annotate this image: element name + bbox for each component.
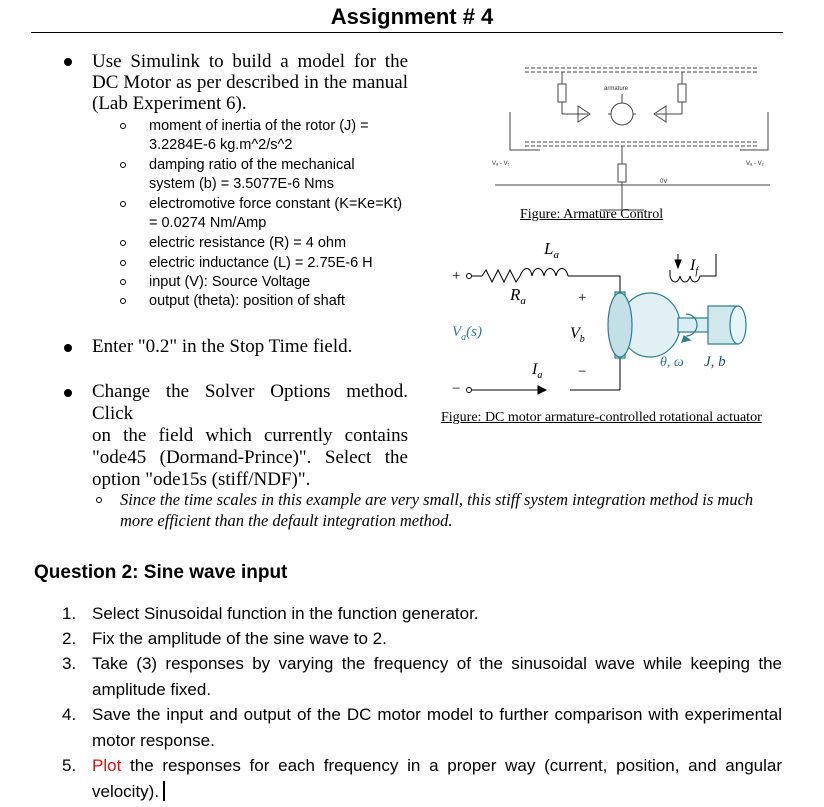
param-damping-label: damping ratio of the mechanical (149, 157, 355, 173)
solver-line-3: "ode45 (Dormand-Prince)". Select the (92, 447, 408, 468)
list-text: Select Sinusoidal function in the function generator. (92, 604, 479, 623)
If-label (689, 257, 699, 277)
note-line-1: Since the time scales in this example are very small, this stiff system integration method is much (120, 490, 754, 509)
Vb-subscript: b (579, 334, 585, 345)
list-number: 3. (62, 654, 77, 673)
list-number: 5. (62, 756, 77, 775)
Ia-subscript: a (537, 370, 543, 381)
La-symbol: L (544, 240, 554, 258)
plot-keyword: Plot (92, 756, 122, 775)
list-text: Fix the amplitude of the sine wave to 2. (92, 629, 387, 648)
list-text: Save the input and output of the DC motor model to further comparison with experimental motor response. (92, 705, 782, 750)
list-text-rest: the responses for each frequency in a proper way (current, position, and angular velocity). (92, 756, 782, 801)
bullet-solver-options (92, 381, 408, 491)
bullet-simulink-model: Use Simulink to build a model for the DC Motor as per described in the manual (Lab Experiment 6). (92, 51, 408, 114)
param-emf-value: = 0.0274 Nm/Amp (149, 215, 267, 231)
integration-note (120, 489, 753, 531)
bullet-stop-time: Enter "0.2" in the Stop Time field. (92, 336, 353, 357)
list-item (62, 651, 782, 703)
param-inertia-value: 3.2284E-6 kg.m^2/s^2 (149, 137, 293, 153)
dc-motor-actuator-figure (440, 240, 785, 400)
Vb-label (570, 325, 585, 345)
note-line-2: more efficient than the default integration method. (120, 511, 453, 530)
Ra-subscript: a (520, 295, 526, 307)
page-title: Assignment # 4 (330, 4, 494, 29)
param-output: output (theta): position of shaft (149, 293, 345, 309)
Ia-symbol: I (532, 361, 538, 378)
right-voltage-label: Vₐ - V₂ (746, 161, 764, 167)
list-number: 4. (62, 705, 77, 724)
plus-terminal-top: + (452, 268, 461, 284)
param-resistance: electric resistance (R) = 4 ohm (149, 235, 347, 251)
bullet-dot (64, 344, 72, 352)
plus-vb: + (578, 290, 587, 306)
theta-omega-label: θ, ω (660, 355, 684, 370)
list-item (62, 702, 782, 754)
param-damping-value: system (b) = 3.5077E-6 Nms (149, 176, 334, 192)
sub-bullet-circle (96, 497, 102, 503)
Vb-symbol: V (570, 325, 580, 342)
Va-label (452, 324, 482, 343)
zero-volt-label: 0V (660, 179, 668, 185)
sub-bullet-circle (120, 201, 126, 207)
title-divider (31, 32, 783, 33)
left-voltage-label: Vₐ - V₁ (492, 161, 510, 167)
armature-label: armature (604, 86, 629, 92)
sub-bullet-circle (120, 123, 126, 129)
param-inertia-label: moment of inertia of the rotor (J) = (149, 118, 369, 134)
list-item (62, 753, 782, 805)
If-symbol: I (690, 257, 696, 274)
sub-bullet-circle (120, 298, 126, 304)
La-label (543, 240, 559, 261)
La-subscript: a (553, 249, 559, 261)
solver-line-2: on the field which currently contains (92, 425, 408, 446)
list-text (92, 753, 782, 804)
Ia-label (531, 361, 542, 381)
actuator-figure-caption: Figure: DC motor armature-controlled rotational actuator (441, 410, 762, 425)
param-emf-label: electromotive force constant (K=Ke=Kt) (149, 196, 403, 212)
param-inductance: electric inductance (L) = 2.75E-6 H (149, 255, 373, 271)
list-item (62, 601, 782, 627)
question-2-heading: Question 2: Sine wave input (34, 562, 288, 583)
bullet-dot (64, 58, 72, 66)
minus-vb: − (578, 364, 587, 380)
If-subscript: f (695, 266, 699, 277)
armature-figure-caption: Figure: Armature Control (520, 207, 664, 222)
param-input: input (V): Source Voltage (149, 274, 311, 290)
solver-line-4: option "ode15s (stiff/NDF)". (92, 469, 311, 490)
sub-bullet-circle (120, 162, 126, 168)
armature-control-figure (470, 50, 790, 228)
minus-terminal-bottom: − (452, 381, 461, 397)
J-b-label: J, b (704, 354, 726, 370)
list-number: 1. (62, 604, 77, 623)
solver-line-1: Change the Solver Options method. Click (92, 381, 408, 424)
list-text: Take (3) responses by varying the frequency of the sinusoidal wave while keeping the amplitude fixed. (92, 654, 782, 699)
sub-bullet-circle (120, 260, 126, 266)
Va-argument: (s) (466, 324, 482, 340)
Va-subscript: a (461, 332, 467, 343)
list-item (62, 626, 782, 652)
sub-bullet-circle (120, 240, 126, 246)
sub-bullet-circle (120, 279, 126, 285)
text-cursor (163, 781, 165, 801)
list-number: 2. (62, 629, 77, 648)
Ra-symbol: R (510, 285, 521, 304)
Ra-label (509, 285, 526, 307)
bullet-dot (64, 389, 72, 397)
Va-symbol: V (452, 324, 462, 340)
